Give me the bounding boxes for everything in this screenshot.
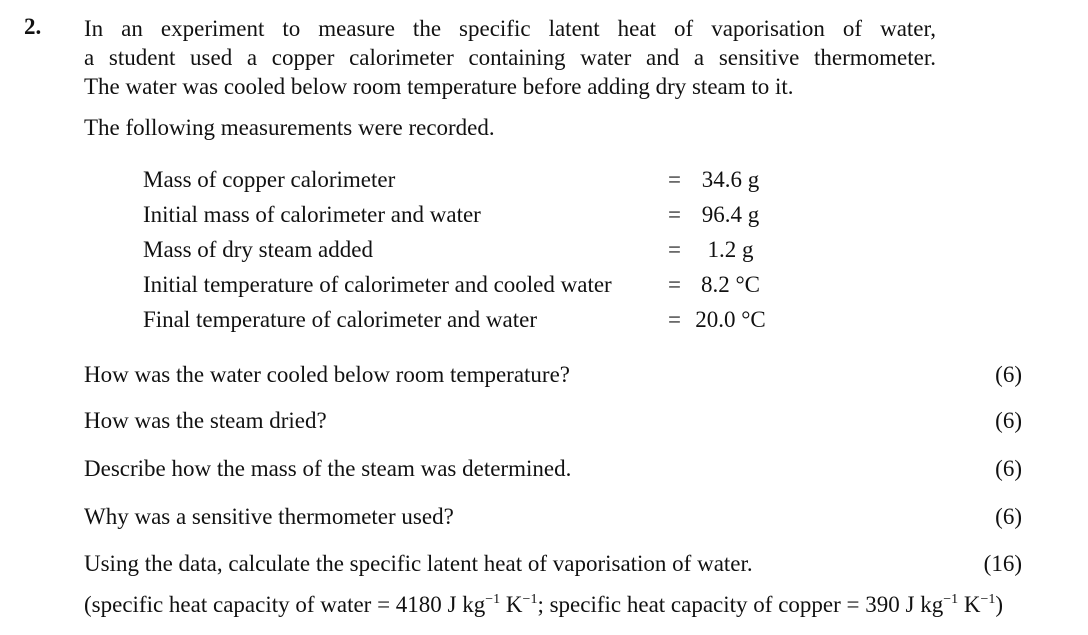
equals-sign: = — [668, 307, 681, 332]
measurements-lead: The following measurements were recorded. — [84, 115, 495, 140]
constants-text: ; specific heat capacity of copper = 390 J kg — [537, 592, 944, 617]
constants-text: K — [500, 592, 523, 617]
marks-label: (6) — [995, 362, 1022, 387]
marks-label: (6) — [995, 504, 1022, 529]
sub-question-text: Using the data, calculate the specific latent heat of vaporisation of water. — [84, 551, 753, 576]
measurement-value: 20.0 °C — [695, 307, 766, 332]
exponent: −1 — [522, 592, 538, 607]
measurement-label: Final temperature of calorimeter and water — [143, 307, 538, 332]
given-constants — [84, 590, 1003, 619]
intro-line: In an experiment to measure the specific latent heat of vaporisation of water, — [84, 16, 936, 41]
intro-line: The water was cooled below room temperature before adding dry steam to it. — [84, 74, 794, 99]
question-number: 2. — [24, 14, 42, 39]
intro-line: a student used a copper calorimeter containing water and a sensitive thermometer. — [84, 45, 936, 70]
measurement-value: 1.2 g — [707, 237, 754, 262]
question-intro — [84, 14, 936, 101]
sub-question-text: How was the water cooled below room temperature? — [84, 362, 571, 387]
exponent: −1 — [943, 592, 959, 607]
equals-sign: = — [668, 202, 681, 227]
constants-text: K — [958, 592, 981, 617]
measurement-value: 96.4 g — [701, 202, 760, 227]
constants-text: (specific heat capacity of water = 4180 J kg — [84, 592, 486, 617]
constants-text: ) — [995, 592, 1004, 617]
measurement-label: Mass of copper calorimeter — [143, 167, 396, 192]
equals-sign: = — [668, 237, 681, 262]
sub-question-text: Describe how the mass of the steam was determined. — [84, 456, 572, 481]
marks-label: (6) — [995, 408, 1022, 433]
exponent: −1 — [485, 592, 501, 607]
marks-label: (6) — [995, 456, 1022, 481]
equals-sign: = — [668, 272, 681, 297]
measurement-label: Mass of dry steam added — [143, 237, 373, 262]
sub-question-text: How was the steam dried? — [84, 408, 327, 433]
measurement-label: Initial mass of calorimeter and water — [143, 202, 481, 227]
marks-label: (16) — [983, 551, 1022, 576]
equals-sign: = — [668, 167, 681, 192]
measurement-value: 8.2 °C — [700, 272, 761, 297]
measurement-label: Initial temperature of calorimeter and cooled water — [143, 272, 612, 297]
exponent: −1 — [980, 592, 996, 607]
sub-question-text: Why was a sensitive thermometer used? — [84, 504, 454, 529]
measurement-value: 34.6 g — [701, 167, 760, 192]
